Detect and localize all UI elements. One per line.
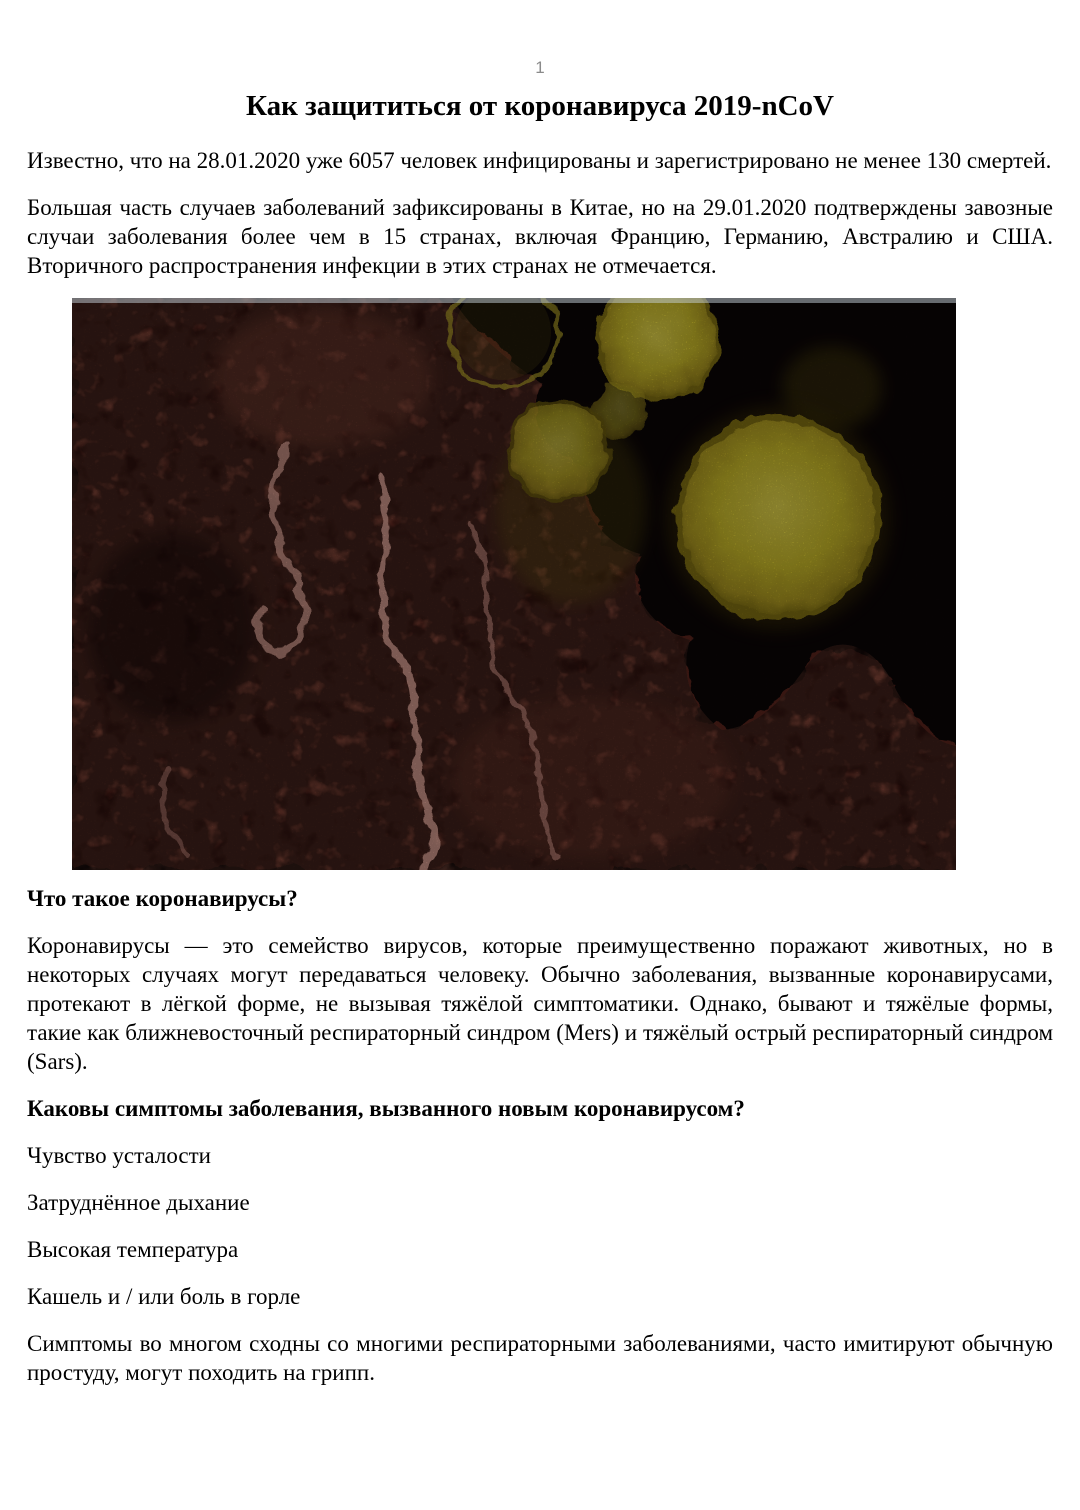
symptom-item-fatigue: Чувство усталости <box>27 1143 211 1169</box>
heading-what-are-coronaviruses: Что такое коронавирусы? <box>27 886 298 912</box>
symptom-item-cough: Кашель и / или боль в горле <box>27 1284 301 1310</box>
coronavirus-micrograph-image <box>72 298 956 870</box>
paragraph-spread: Большая часть случаев заболеваний зафиксированы в Китае, но на 29.01.2020 подтверждены завозные случаи заболевания более чем в 15 странах, включая Францию, Германию, Австралию и США. Вторичного распространения инфекции в этих странах не отмечается. <box>27 195 1053 279</box>
film-grain-overlay <box>72 298 956 870</box>
micrograph-svg <box>72 298 956 870</box>
heading-symptoms: Каковы симптомы заболевания, вызванного новым коронавирусом? <box>27 1096 745 1122</box>
symptom-item-temperature: Высокая температура <box>27 1237 239 1263</box>
paragraph-symptom-similarity: Симптомы во многом сходны со многими респираторными заболеваниями, часто имитируют обычную простуду, могут походить на грипп. <box>27 1331 1053 1386</box>
page-number: 1 <box>535 58 545 77</box>
document-title: Как защититься от коронавируса 2019-nCoV <box>246 90 834 122</box>
paragraph-infected-count: Известно, что на 28.01.2020 уже 6057 человек инфицированы и зарегистрировано не менее 130 смертей. <box>27 148 1052 174</box>
paragraph-coronavirus-definition: Коронавирусы — это семейство вирусов, которые преимущественно поражают животных, но в некоторых случаях могут передаваться человеку. Обычно заболевания, вызванные коронавирусами, протекают в лёгкой форме, не вызывая тяжёлой симптоматики. Однако, бывают и тяжёлые формы, такие как ближневосточный респираторный синдром (Mers) и тяжёлый острый респираторный синдром (Sars). <box>27 933 1053 1075</box>
top-edge-strip <box>72 298 956 303</box>
symptom-item-breathing: Затруднённое дыхание <box>27 1190 250 1216</box>
